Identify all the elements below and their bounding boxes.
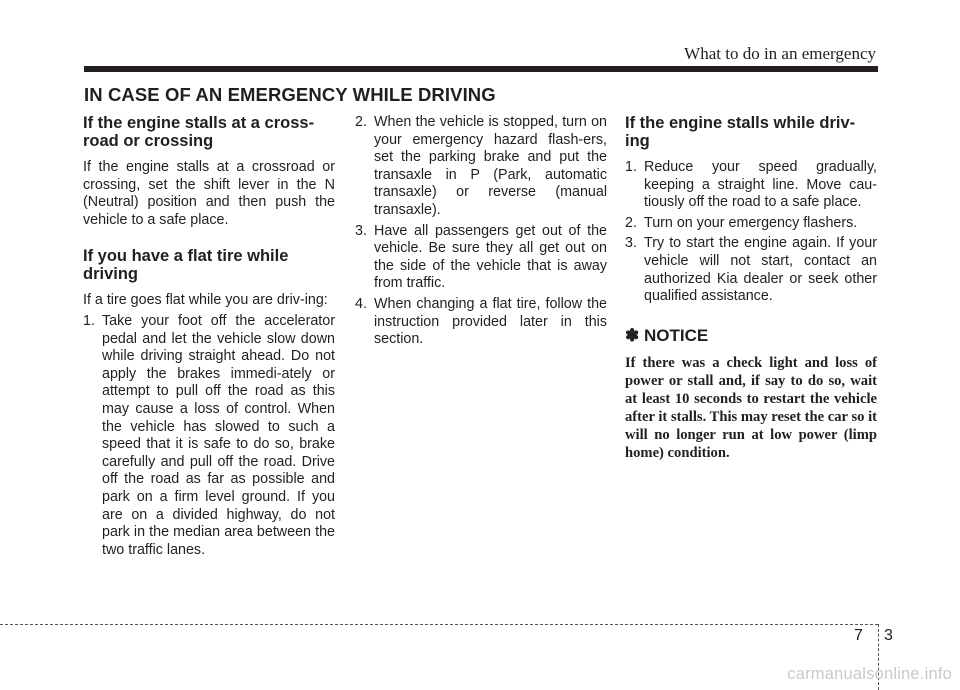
column-left — [83, 114, 335, 559]
crossroad-heading: If the engine stalls at a cross- road or crossing — [83, 114, 315, 150]
flat-tire-steps-part2 — [355, 114, 607, 349]
list-item: 3. Have all passengers get out of the vehicle. Be sure they all get out on the side of the vehicle that is away from traffic. — [355, 222, 607, 292]
list-item: 3. Try to start the engine again. If your vehicle will not start, contact an authorized Kia dealer or seek other qualified assistance. — [625, 235, 877, 305]
list-item: 2. Turn on your emergency flashers. — [625, 214, 858, 231]
column-middle — [355, 114, 607, 349]
flat-tire-steps-part1 — [83, 313, 335, 559]
driving-stall-heading: If the engine stalls while driv- ing — [625, 114, 856, 150]
chapter-title: What to do in an emergency — [684, 44, 876, 63]
notice-text: If there was a check light and loss of power or stall and, if say to do so, wait at least 10 seconds to restart the vehicle after it stalls. This may reset the car so it will no longer run at low power (limp home) condition. — [625, 354, 877, 461]
list-item: 4. When changing a flat tire, follow the instruction provided later in this section. — [355, 295, 607, 348]
column-right — [625, 114, 877, 462]
flat-tire-heading: If you have a flat tire while driving — [83, 247, 289, 284]
notice-symbol-icon: ✽ — [625, 325, 640, 345]
header-rule — [84, 66, 878, 72]
page-number: 3 — [884, 627, 893, 644]
footer-rule — [0, 624, 878, 625]
crossroad-body: If the engine stalls at a crossroad or crossing, set the shift lever in the N (Neutral) position and then push the vehicle to a safe place. — [83, 159, 335, 228]
flat-tire-intro: If a tire goes flat while you are driv-ing: — [83, 292, 328, 309]
chapter-number: 7 — [854, 627, 863, 644]
list-item: 1. Reduce your speed gradually, keeping a straight line. Move cau-tiously off the road to a safe place. — [625, 159, 877, 211]
driving-stall-steps — [625, 159, 877, 306]
list-item: 2. When the vehicle is stopped, turn on your emergency hazard flash-ers, set the parking brake and put the transaxle in P (Park, automatic transaxle) or reverse (manual transaxle). — [355, 114, 607, 218]
notice-title: ✽ NOTICE — [625, 325, 709, 345]
section-title: IN CASE OF AN EMERGENCY WHILE DRIVING — [84, 84, 496, 105]
watermark: carmanualsonline.info — [787, 665, 952, 683]
list-item: 1. Take your foot off the accelerator pedal and let the vehicle slow down while driving straight ahead. Do not apply the brakes immedi-ately or attempt to pull off the road as this may cause a loss of control. When the vehicle has slowed to such a speed that it is safe to do so, brake carefully and pull off the road. Drive off the road as far as possible and park on a firm level ground. If you are on a divided highway, do not park in the median area between the two traffic lanes. — [83, 312, 335, 558]
